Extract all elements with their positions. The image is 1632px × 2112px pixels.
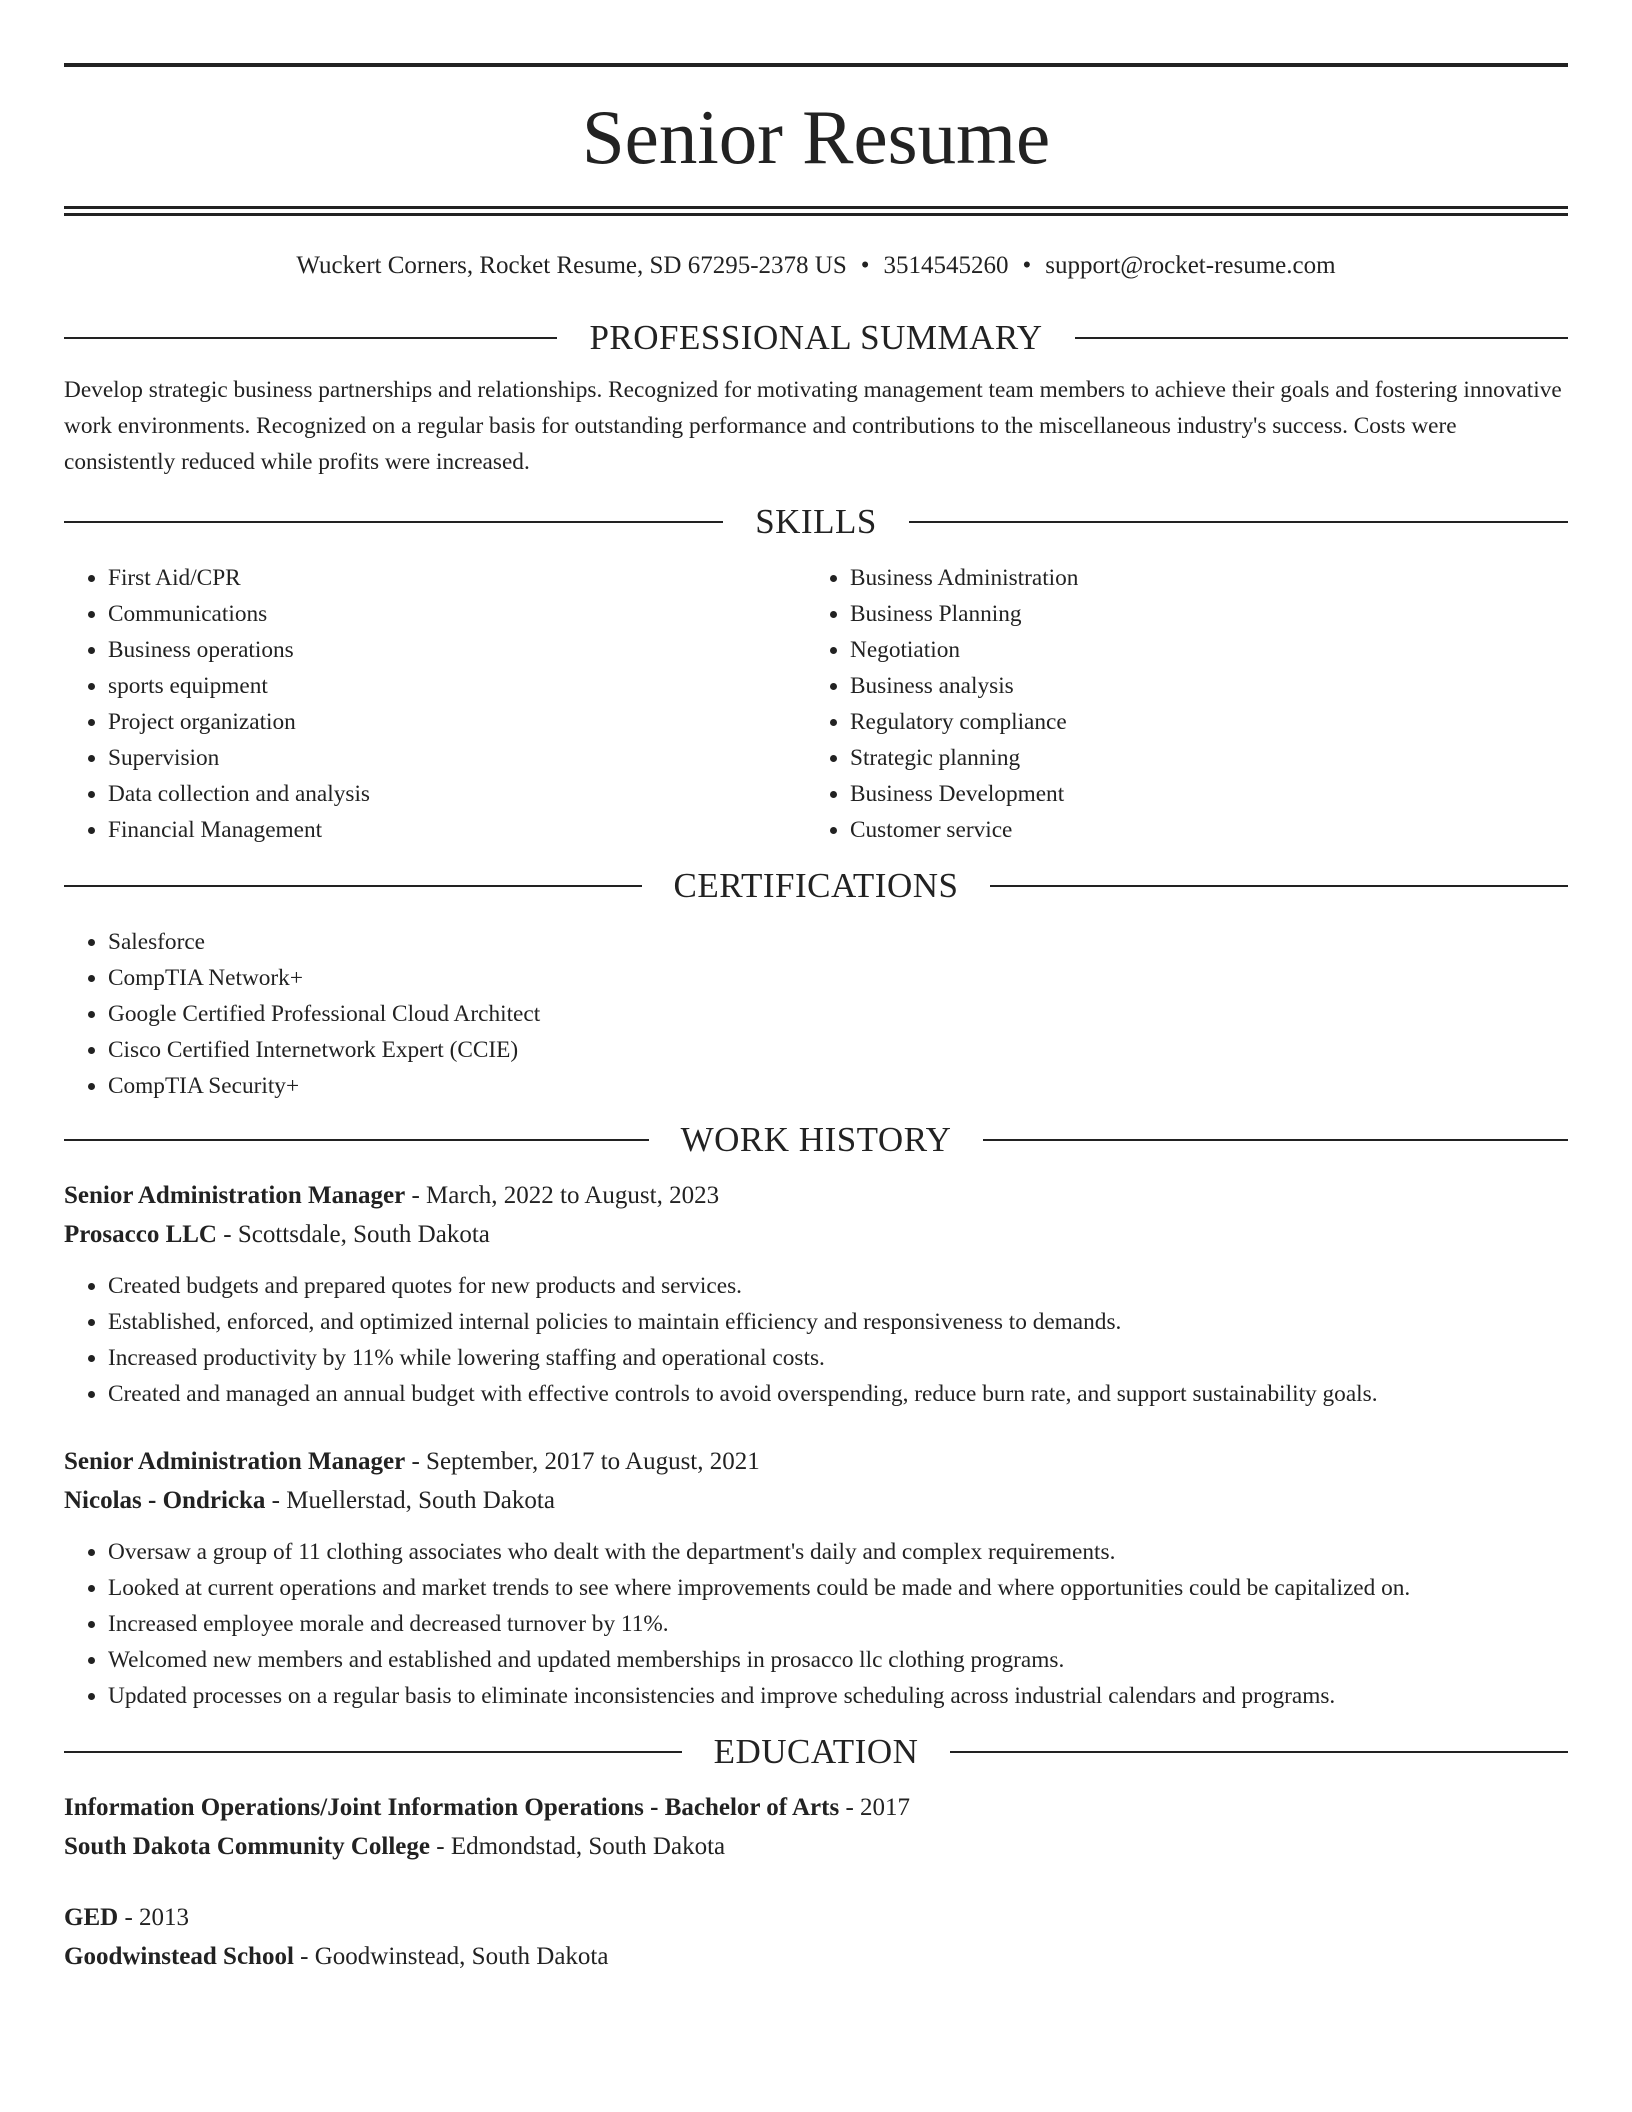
summary-text: Develop strategic business partnerships and relationships. Recognized for motivating management team members to achieve their goals and fostering innovative work environments. Recognized on a regular basis for outstanding performance and contributions to the miscellaneous industry's success. Costs were consistently reduced while profits were increased. xyxy=(64,377,1562,475)
name-double-rule xyxy=(64,206,1568,216)
education-degree-line xyxy=(64,1788,1568,1827)
heading-rule xyxy=(983,1139,1568,1141)
skills-column-left xyxy=(64,560,806,848)
job-title-line xyxy=(64,1176,1568,1215)
skill-item: • Regulatory compliance xyxy=(850,704,1548,740)
contact-email: support@rocket-resume.com xyxy=(1045,252,1336,279)
job-company-line xyxy=(64,1215,1568,1254)
job-bullet: • Created and managed an annual budget with effective controls to avoid overspending, reduce burn rate, and support sustainability goals. xyxy=(108,1376,1568,1412)
work-title: WORK HISTORY xyxy=(680,1120,952,1159)
job-bullets xyxy=(64,1534,1568,1714)
job-title-line xyxy=(64,1442,1568,1481)
education-school-line xyxy=(64,1827,1568,1866)
education-location: - Edmondstad, South Dakota xyxy=(430,1833,726,1860)
skill-item: • Data collection and analysis xyxy=(108,776,806,812)
heading-rule xyxy=(990,885,1568,887)
resume-name: Senior Resume xyxy=(581,94,1051,180)
certifications-title: CERTIFICATIONS xyxy=(673,866,959,905)
skill-item: • Supervision xyxy=(108,740,806,776)
skill-item: • sports equipment xyxy=(108,668,806,704)
certifications-list xyxy=(64,924,1568,1104)
skill-item: • Business Administration xyxy=(850,560,1548,596)
skill-item: • Financial Management xyxy=(108,812,806,848)
skill-item: • Business operations xyxy=(108,632,806,668)
certification-item: • CompTIA Security+ xyxy=(108,1068,1568,1104)
contact-address: Wuckert Corners, Rocket Resume, SD 67295-2378 US xyxy=(296,252,847,279)
education-degree-line xyxy=(64,1898,1568,1937)
skill-item: • Business Development xyxy=(850,776,1548,812)
contact-phone: 3514545260 xyxy=(883,252,1009,279)
job-bullet: • Updated processes on a regular basis to eliminate inconsistencies and improve scheduling across industrial calendars and programs. xyxy=(108,1678,1568,1714)
skills-column-right xyxy=(806,560,1548,848)
job-dates: - September, 2017 to August, 2021 xyxy=(405,1448,760,1475)
job-location: - Muellerstad, South Dakota xyxy=(265,1487,555,1514)
skill-item: • Project organization xyxy=(108,704,806,740)
job-bullet: • Looked at current operations and market trends to see where improvements could be made and where opportunities could be capitalized on. xyxy=(108,1570,1568,1606)
job-bullet: • Established, enforced, and optimized internal policies to maintain efficiency and responsiveness to demands. xyxy=(108,1304,1568,1340)
job-dates: - March, 2022 to August, 2023 xyxy=(405,1182,720,1209)
job-bullet: • Welcomed new members and established and updated memberships in prosacco llc clothing programs. xyxy=(108,1642,1568,1678)
job-company-line xyxy=(64,1481,1568,1520)
contact-separator: • xyxy=(860,252,870,279)
education-year: - 2017 xyxy=(839,1794,911,1821)
heading-rule xyxy=(64,337,557,339)
heading-rule xyxy=(64,1751,682,1753)
job-role: Senior Administration Manager xyxy=(64,1182,406,1209)
skill-item: • Strategic planning xyxy=(850,740,1548,776)
heading-rule xyxy=(64,521,723,523)
contact-line xyxy=(64,252,1568,280)
summary-heading xyxy=(64,318,1568,358)
heading-rule xyxy=(1075,337,1568,339)
heading-rule xyxy=(64,1139,649,1141)
skills-title: SKILLS xyxy=(755,502,877,541)
job-bullet: • Increased employee morale and decreased turnover by 11%. xyxy=(108,1606,1568,1642)
certification-item: • Cisco Certified Internetwork Expert (CCIE) xyxy=(108,1032,1568,1068)
job-location: - Scottsdale, South Dakota xyxy=(217,1221,490,1248)
resume-content xyxy=(64,63,1568,1976)
skill-item: • Business analysis xyxy=(850,668,1548,704)
job-role: Senior Administration Manager xyxy=(64,1448,406,1475)
work-heading xyxy=(64,1120,1568,1160)
certification-item: • Google Certified Professional Cloud Architect xyxy=(108,996,1568,1032)
heading-rule xyxy=(909,521,1568,523)
certification-item: • Salesforce xyxy=(108,924,1568,960)
skill-item: • Customer service xyxy=(850,812,1548,848)
heading-rule xyxy=(950,1751,1568,1753)
education-entry xyxy=(64,1788,1568,1866)
education-title: EDUCATION xyxy=(713,1732,919,1771)
education-entry xyxy=(64,1898,1568,1976)
job-company: Nicolas - Ondricka xyxy=(64,1487,266,1514)
skill-item: • First Aid/CPR xyxy=(108,560,806,596)
education-degree: GED xyxy=(64,1904,119,1931)
job-bullet: • Increased productivity by 11% while lowering staffing and operational costs. xyxy=(108,1340,1568,1376)
skill-item: • Communications xyxy=(108,596,806,632)
education-year: - 2013 xyxy=(118,1904,190,1931)
top-rule xyxy=(64,63,1568,67)
job-entry xyxy=(64,1442,1568,1714)
skill-item: • Negotiation xyxy=(850,632,1548,668)
summary-title: PROFESSIONAL SUMMARY xyxy=(589,318,1043,357)
education-school: Goodwinstead School xyxy=(64,1943,294,1970)
job-company: Prosacco LLC xyxy=(64,1221,217,1248)
education-school: South Dakota Community College xyxy=(64,1833,430,1860)
job-bullet: • Created budgets and prepared quotes for new products and services. xyxy=(108,1268,1568,1304)
contact-separator: • xyxy=(1022,252,1032,279)
skill-item: • Business Planning xyxy=(850,596,1548,632)
job-entry xyxy=(64,1176,1568,1412)
job-bullets xyxy=(64,1268,1568,1412)
education-degree: Information Operations/Joint Information Operations - Bachelor of Arts xyxy=(64,1794,840,1821)
heading-rule xyxy=(64,885,642,887)
certification-item: • CompTIA Network+ xyxy=(108,960,1568,996)
skills-heading xyxy=(64,502,1568,542)
education-school-line xyxy=(64,1937,1568,1976)
certifications-heading xyxy=(64,866,1568,906)
education-location: - Goodwinstead, South Dakota xyxy=(293,1943,609,1970)
job-bullet: • Oversaw a group of 11 clothing associates who dealt with the department's daily and complex requirements. xyxy=(108,1534,1568,1570)
skills-list xyxy=(64,560,1568,848)
education-heading xyxy=(64,1732,1568,1772)
